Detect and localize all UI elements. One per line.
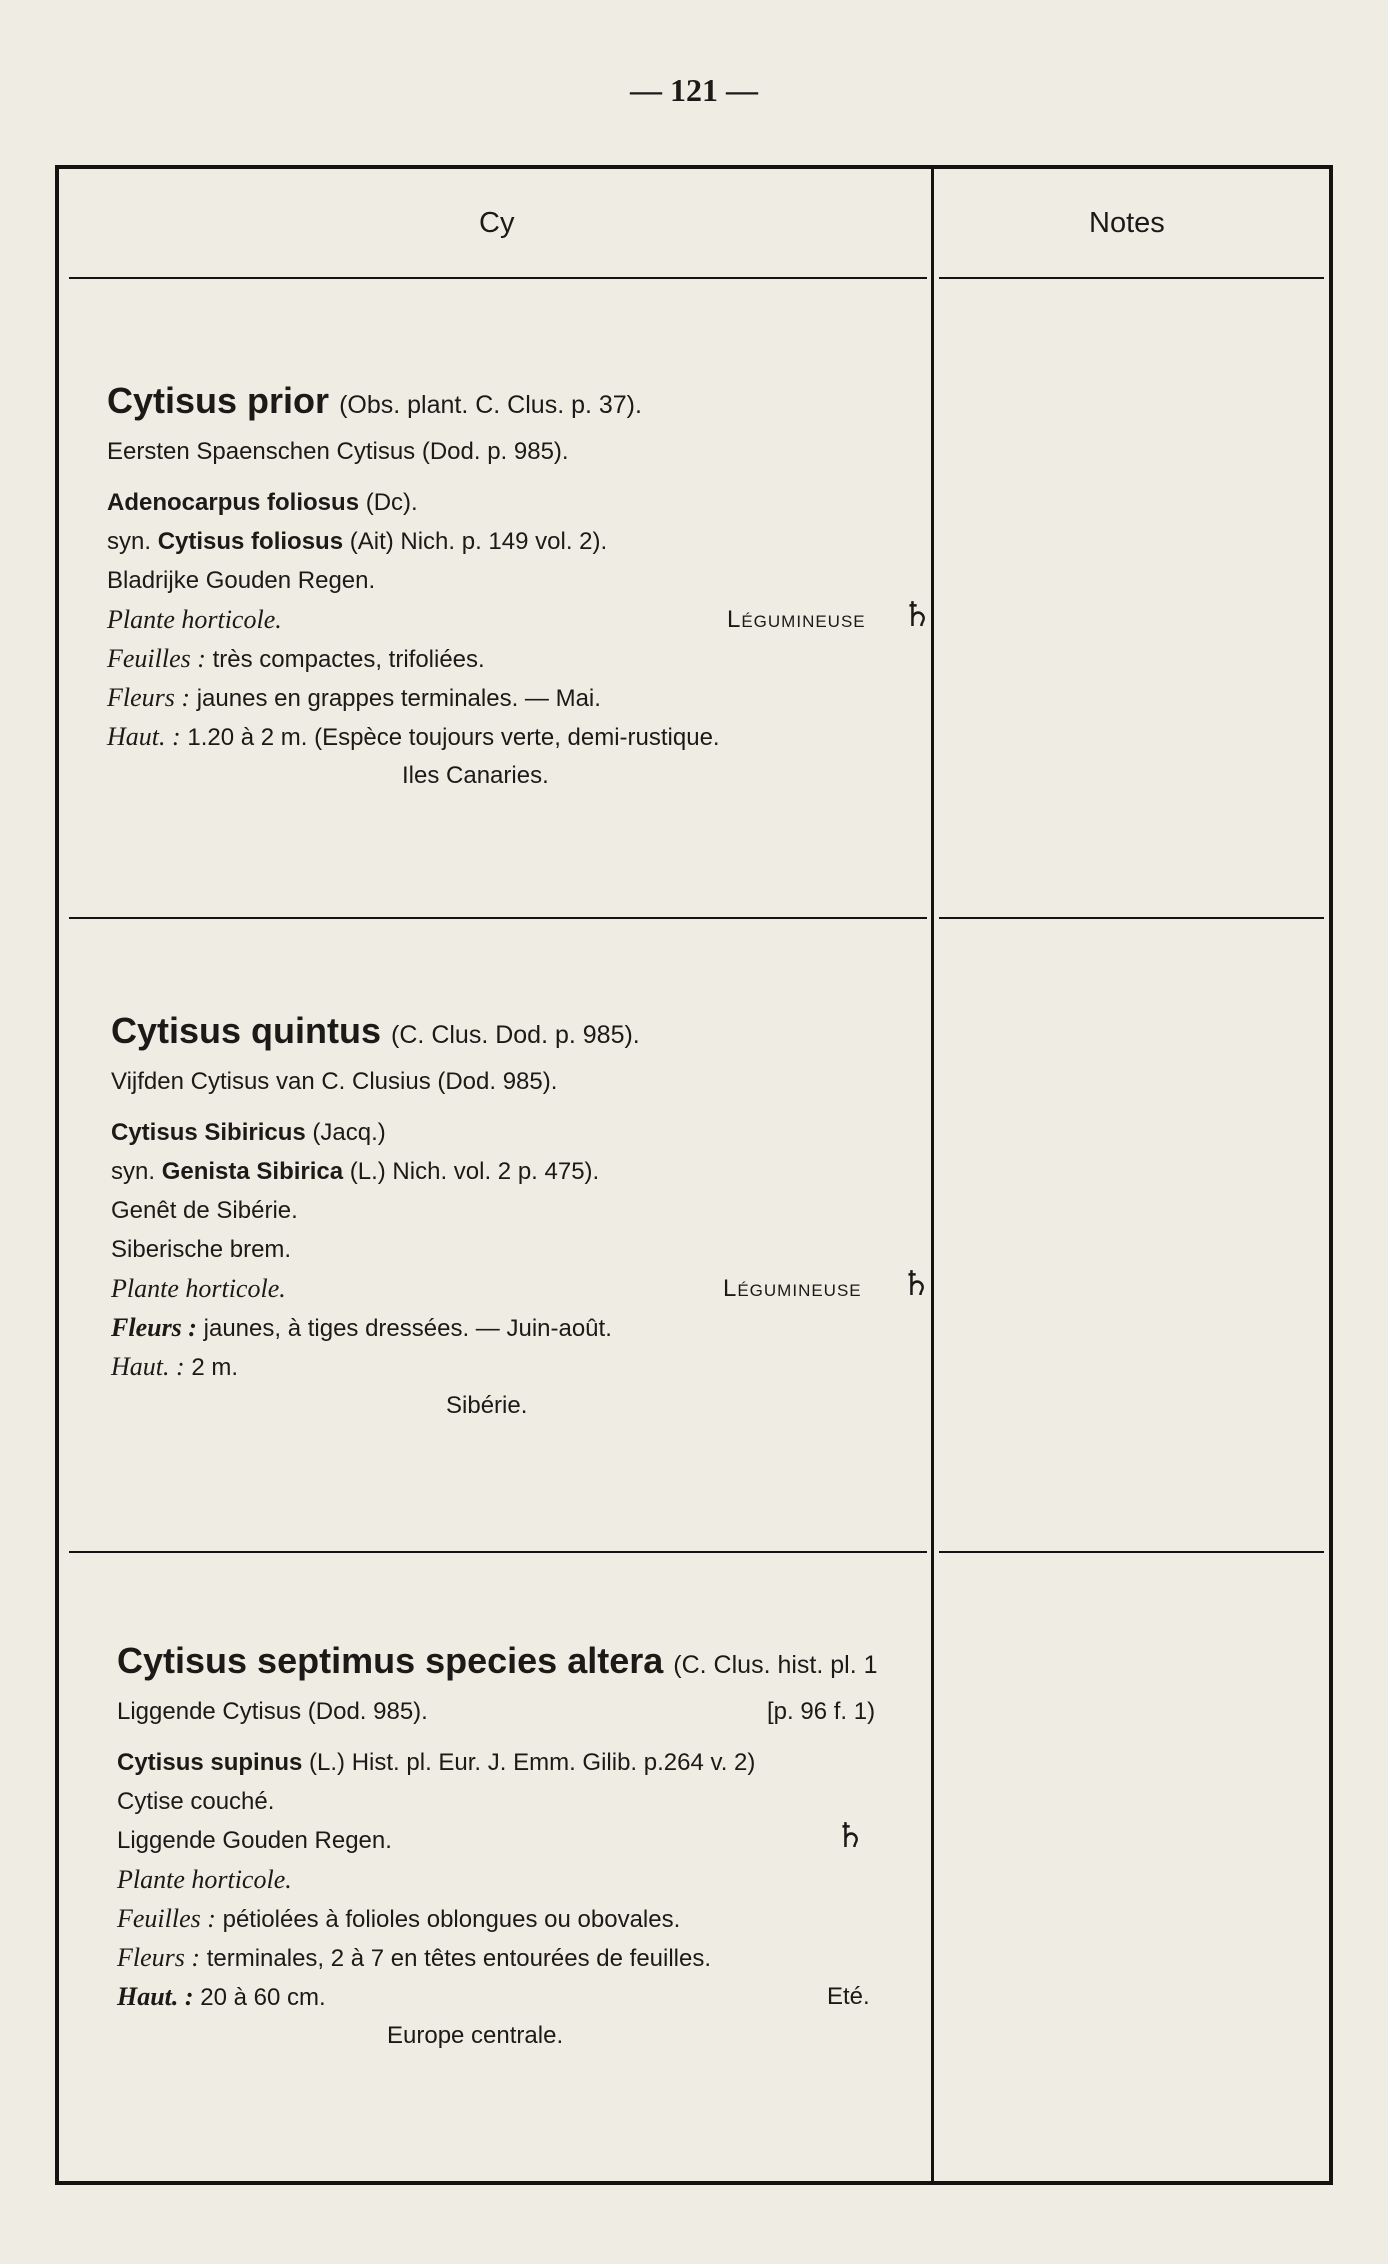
row-rule-1-left <box>69 917 927 919</box>
entry-cytisus-prior <box>107 374 937 795</box>
plant-family: Légumineuse <box>723 1275 862 1302</box>
column-header-notes: Notes <box>1089 207 1165 239</box>
synonym-reference: (L.) Nich. vol. 2 p. 475). <box>349 1158 600 1185</box>
synonym-reference: (Ait) Nich. p. 149 vol. 2). <box>349 528 608 555</box>
height-label: Haut. : <box>111 1352 185 1381</box>
scientific-name: Cytisus Sibiricus <box>111 1119 306 1146</box>
flowers-label: Fleurs : <box>117 1943 201 1972</box>
flowers-label: Fleurs : <box>111 1313 197 1342</box>
height-label: Haut. : <box>117 1982 194 2011</box>
season: Eté. <box>827 1983 870 2010</box>
shrub-symbol-icon: ♄ <box>835 1816 866 1856</box>
header-rule-right <box>939 277 1324 279</box>
shrub-symbol-icon: ♄ <box>901 1264 932 1304</box>
entry-cytisus-quintus <box>111 1004 941 1425</box>
scientific-name: Cytisus supinus <box>117 1749 303 1776</box>
scientific-reference: (L.) Hist. pl. Eur. J. Emm. Gilib. p.264 v. 2) <box>309 1749 756 1776</box>
entry-reference: (C. Clus. Dod. p. 985). <box>391 1021 640 1049</box>
common-name-dutch: Liggende Gouden Regen. <box>117 1827 392 1854</box>
height-text: 2 m. <box>191 1354 239 1381</box>
entry-title: Cytisus septimus species altera <box>117 1640 664 1681</box>
region: Europe centrale. <box>387 2022 564 2049</box>
synonym-name: Cytisus foliosus <box>157 528 344 555</box>
plant-type: Plante horticole. <box>117 1865 292 1894</box>
reference-continuation: [p. 96 f. 1) <box>767 1698 876 1725</box>
common-name-dutch: Siberische brem. <box>111 1236 292 1263</box>
flowers-text: jaunes en grappes terminales. — Mai. <box>196 685 601 712</box>
region: Iles Canaries. <box>402 762 549 789</box>
entry-title: Cytisus prior <box>107 380 330 421</box>
row-rule-1-right <box>939 917 1324 919</box>
scientific-author: (Dc). <box>365 489 418 516</box>
flowers-label: Fleurs : <box>107 683 191 712</box>
plant-family: Légumineuse <box>727 606 866 633</box>
alt-name: Eersten Spaenschen Cytisus (Dod. p. 985). <box>107 438 569 465</box>
header-rule-left <box>69 277 927 279</box>
leaves-text: très compactes, trifoliées. <box>212 646 485 673</box>
synonym-prefix: syn. <box>107 528 152 555</box>
entry-reference: (C. Clus. hist. pl. 1 <box>673 1651 878 1679</box>
scientific-name: Adenocarpus foliosus <box>107 489 360 516</box>
leaves-label: Feuilles : <box>107 644 206 673</box>
plant-type: Plante horticole. <box>107 605 282 634</box>
entry-title: Cytisus quintus <box>111 1010 382 1051</box>
height-text: 20 à 60 cm. <box>200 1984 326 2011</box>
entries-table <box>55 165 1333 2185</box>
flowers-text: jaunes, à tiges dressées. — Juin-août. <box>203 1315 612 1342</box>
column-header-cy: Cy <box>479 207 515 239</box>
synonym-name: Genista Sibirica <box>161 1158 344 1185</box>
row-rule-2-right <box>939 1551 1324 1553</box>
scientific-author: (Jacq.) <box>312 1119 386 1146</box>
common-name-french: Cytise couché. <box>117 1788 275 1815</box>
height-label: Haut. : <box>107 722 181 751</box>
entry-cytisus-septimus <box>117 1634 947 2055</box>
entry-reference: (Obs. plant. C. Clus. p. 37). <box>339 391 642 419</box>
height-text: 1.20 à 2 m. (Espèce toujours verte, demi-rustique. <box>187 724 720 751</box>
alt-name: Liggende Cytisus (Dod. 985). <box>117 1698 428 1725</box>
alt-name: Vijfden Cytisus van C. Clusius (Dod. 985). <box>111 1068 558 1095</box>
flowers-text: terminales, 2 à 7 en têtes entourées de feuilles. <box>206 1945 712 1972</box>
leaves-text: pétiolées à folioles oblongues ou obovales. <box>222 1906 681 1933</box>
plant-type: Plante horticole. <box>111 1274 286 1303</box>
shrub-symbol-icon: ♄ <box>902 595 933 635</box>
common-name: Bladrijke Gouden Regen. <box>107 567 376 594</box>
region: Sibérie. <box>446 1392 528 1419</box>
page-number: — 121 — <box>630 72 758 108</box>
leaves-label: Feuilles : <box>117 1904 216 1933</box>
synonym-prefix: syn. <box>111 1158 156 1185</box>
common-name-french: Genêt de Sibérie. <box>111 1197 298 1224</box>
row-rule-2-left <box>69 1551 927 1553</box>
